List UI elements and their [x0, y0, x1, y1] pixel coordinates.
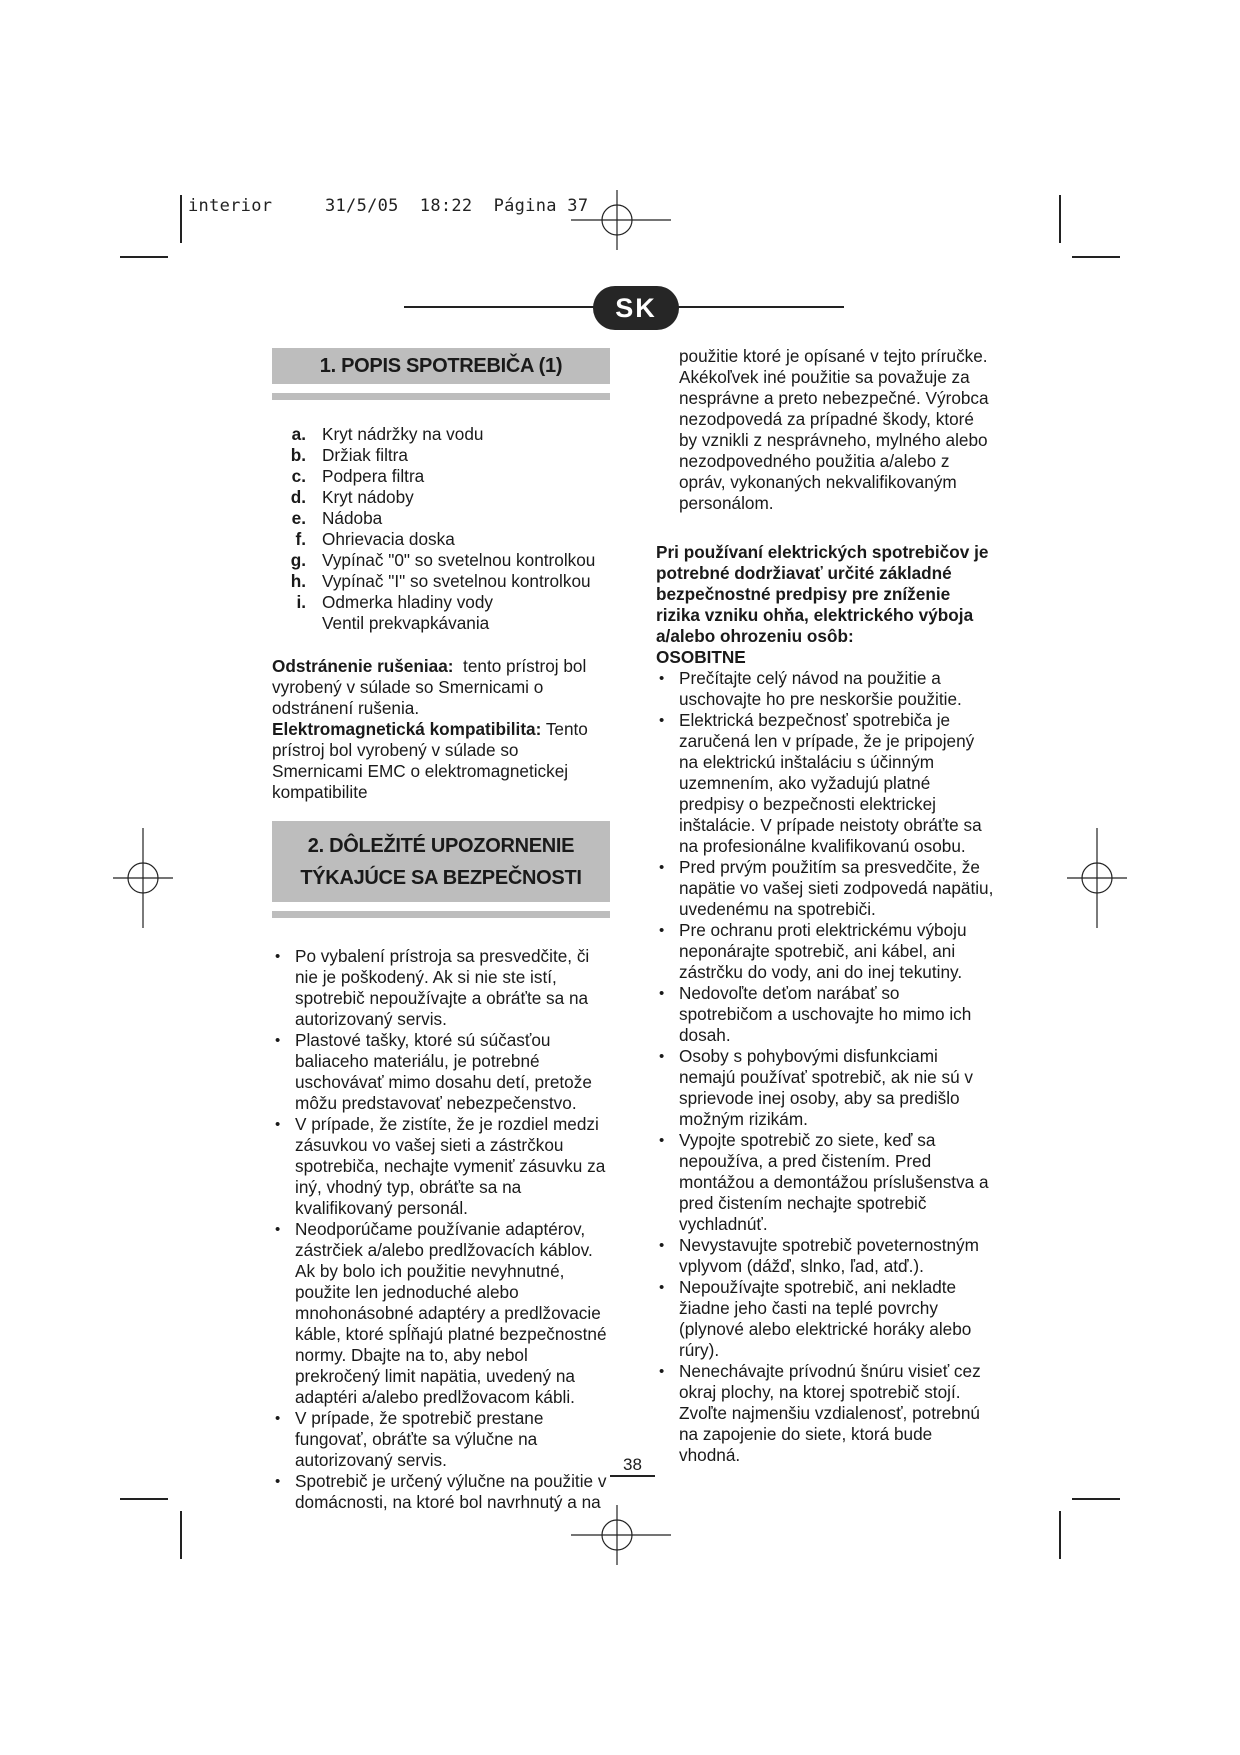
- parts-list-item: [272, 424, 610, 445]
- part-text: Odmerka hladiny vody: [322, 592, 494, 612]
- bullet-item: • V prípade, že zistíte, že je rozdiel medzi zásuvkou vo vašej sieti a zástrčkou spotrebiča, nechajte vymeniť zásuvku za iný, vhodný typ, obráťte sa na kvalifikovaný personál.: [272, 1114, 610, 1219]
- bullet-item: • Pre ochranu proti elektrickému výboju neponárajte spotrebič, ani kábel, ani zástrčku do vody, ani do inej tekutiny.: [656, 920, 996, 983]
- part-text: Nádoba: [322, 508, 383, 528]
- parts-list-item: [272, 550, 610, 571]
- warning-subheading: [656, 647, 996, 668]
- bullet-item: • Nenechávajte prívodnú šnúru visieť cez okraj plochy, na ktorej spotrebič stojí. Zvoľte najmenšiu vzdialenosť, potrebnú na zapojenie do siete, ktorá bude vhodná.: [656, 1361, 996, 1466]
- print-slug-file: interior: [188, 196, 273, 216]
- safety-bullets-left: [272, 946, 610, 1513]
- bullet-item: • Nepoužívajte spotrebič, ani nekladte žiadne jeho časti na teplé povrchy (plynové alebo elektrické horáky alebo rúry).: [656, 1277, 996, 1361]
- bullet-item: • Spotrebič je určený výlučne na použitie v domácnosti, na ktoré bol navrhnutý a na: [272, 1471, 610, 1513]
- emc-paragraph: [272, 719, 610, 803]
- parts-list: [272, 424, 610, 634]
- badge-rule-right: [672, 306, 844, 308]
- interference-text: tento prístroj bol vyrobený v súlade so Smernicami o odstránení rušenia.: [272, 656, 587, 718]
- emc-label: Elektromagnetická kompatibilita:: [272, 719, 542, 739]
- part-letter: h.: [290, 571, 306, 591]
- bullet-item: • Neodporúčame používanie adaptérov, zástrčiek a/alebo predlžovacích káblov. Ak by bolo ich použitie nevyhnutné, použite len jednoduché alebo mnohonásobné adaptéry a predlžovacie káble, ktoré spĺňajú platné bezpečnostné normy. Dbajte na to, aby nebol prekročený limit napätia, uvedený na adaptéri a/alebo predlžovacom kábli.: [272, 1219, 610, 1408]
- parts-list-item: [272, 592, 610, 613]
- part-text: Kryt nádoby: [322, 487, 414, 507]
- language-badge: SK: [593, 286, 679, 330]
- bullet-item: • Vypojte spotrebič zo siete, keď sa nepoužíva, a pred čistením. Pred montážou a demontážou príslušenstva a pred čistením nechajte spotrebič vychladnúť.: [656, 1130, 996, 1235]
- warning-heading: Pri používaní elektrických spotrebičov je potrebné dodržiavať určité základné bezpečnostné predpisy pre zníženie rizika vzniku ohňa, elektrického výboja a/alebo ohrozeniu osôb:: [656, 542, 989, 646]
- parts-list-item: [272, 487, 610, 508]
- bullet-item: • Prečítajte celý návod na použitie a uschovajte ho pre neskoršie použitie.: [656, 668, 996, 710]
- section2-rule: [272, 911, 610, 918]
- crop-mark-top-right-vertical: [1059, 195, 1061, 243]
- parts-list-item: [272, 445, 610, 466]
- emc-text: Tento prístroj bol vyrobený v súlade so Smernicami EMC o elektromagnetickej kompatibilite: [272, 719, 588, 802]
- crop-mark-bottom-right-horizontal: [1072, 1498, 1120, 1500]
- print-slug-date: 31/5/05: [324, 196, 399, 216]
- left-column: [272, 348, 610, 1513]
- continuation-paragraph: použitie ktoré je opísané v tejto príručke. Akékoľvek iné použitie sa považuje za nesprávne a preto nebezpečné. Výrobca nezodpovedá za prípadné škody, ktoré by vznikli z nesprávneho, mylného alebo nezodpovedného použitia a/alebo z opráv, vykonaných nekvalifikovaným personálom.: [679, 346, 989, 513]
- bullet-item: • Osoby s pohybovými disfunkciami nemajú používať spotrebič, ak nie sú v sprievode inej osoby, aby sa predišlo možným rizikám.: [656, 1046, 996, 1130]
- bullet-item: • Po vybalení prístroja sa presvedčite, či nie je poškodený. Ak si nie ste istí, spotrebič nepoužívajte a obráťte sa na autorizovaný servis.: [272, 946, 610, 1030]
- page-number: 38: [610, 1455, 655, 1477]
- bullet-item: • Pred prvým použitím sa presvedčite, že napätie vo vašej sieti zodpovedá napätiu, uvedenému na spotrebiči.: [656, 857, 996, 920]
- safety-bullets-right: [656, 668, 996, 1466]
- part-letter: c.: [291, 466, 306, 486]
- right-column: [656, 346, 996, 1466]
- section2-heading-line2: TÝKAJÚCE SA BEZPEČNOSTI: [300, 867, 582, 889]
- bullet-item: • Plastové tašky, ktoré sú súčasťou baliaceho materiálu, je potrebné uschovávať mimo dosahu detí, pretože môžu predstavovať nebezpečenstvo.: [272, 1030, 610, 1114]
- warning-subheading-text: OSOBITNE: [656, 647, 746, 667]
- bullet-item: • V prípade, že spotrebič prestane fungovať, obráťte sa výlučne na autorizovaný servis.: [272, 1408, 610, 1471]
- part-text: Vypínač "0" so svetelnou kontrolkou: [322, 550, 596, 570]
- registration-mark-bottom: [571, 1505, 671, 1565]
- part-text: Kryt nádržky na vodu: [322, 424, 484, 444]
- crop-mark-bottom-left-horizontal: [120, 1498, 168, 1500]
- part-text: Ventil prekvapkávania: [322, 613, 490, 633]
- section2-heading-line1: 2. DÔLEŽITÉ UPOZORNENIE: [307, 835, 575, 857]
- badge-rule-left: [404, 306, 599, 308]
- parts-list-item: [272, 529, 610, 550]
- part-letter: e.: [291, 508, 306, 528]
- part-text: Držiak filtra: [322, 445, 408, 465]
- interference-label: Odstránenie rušeniaa:: [272, 656, 454, 676]
- registration-mark-left: [113, 828, 173, 928]
- crop-mark-bottom-right-vertical: [1059, 1511, 1061, 1559]
- parts-list-item: [272, 466, 610, 487]
- section1-heading: 1. POPIS SPOTREBIČA (1): [272, 348, 610, 384]
- part-text: Vypínač "I" so svetelnou kontrolkou: [322, 571, 591, 591]
- crop-mark-top-left-vertical: [180, 195, 182, 243]
- crop-mark-bottom-left-vertical: [180, 1511, 182, 1559]
- parts-list-item: [272, 613, 610, 634]
- parts-list-item: [272, 571, 610, 592]
- part-letter: f.: [295, 529, 306, 549]
- bullet-item: • Elektrická bezpečnosť spotrebiča je zaručená len v prípade, že je pripojený na elektrickú inštaláciu s účinným uzemnením, ako vyžadujú platné predpisy o bezpečnosti elektrickej inštalácie. V prípade neistoty obráťte sa na profesionálne kvalifikovanú osobu.: [656, 710, 996, 857]
- part-letter: a.: [291, 424, 306, 444]
- part-letter: g.: [290, 550, 306, 570]
- part-letter: i.: [296, 592, 306, 612]
- crop-mark-top-left-horizontal: [120, 256, 168, 258]
- registration-mark-right: [1067, 828, 1127, 928]
- part-text: Ohrievacia doska: [322, 529, 455, 549]
- section2-heading: [272, 821, 610, 902]
- part-letter: b.: [290, 445, 306, 465]
- bullet-item: • Nedovoľte deťom narábať so spotrebičom a uschovajte ho mimo ich dosah.: [656, 983, 996, 1046]
- parts-list-item: [272, 508, 610, 529]
- print-slug: [188, 196, 588, 216]
- part-text: Podpera filtra: [322, 466, 425, 486]
- print-slug-page: Página 37: [493, 196, 589, 216]
- print-slug-time: 18:22: [419, 196, 473, 216]
- bullet-item: • Nevystavujte spotrebič poveternostným vplyvom (dážď, slnko, ľad, atď.).: [656, 1235, 996, 1277]
- crop-mark-top-right-horizontal: [1072, 256, 1120, 258]
- interference-paragraph: [272, 656, 610, 719]
- part-letter: d.: [290, 487, 306, 507]
- section1-rule: [272, 393, 610, 400]
